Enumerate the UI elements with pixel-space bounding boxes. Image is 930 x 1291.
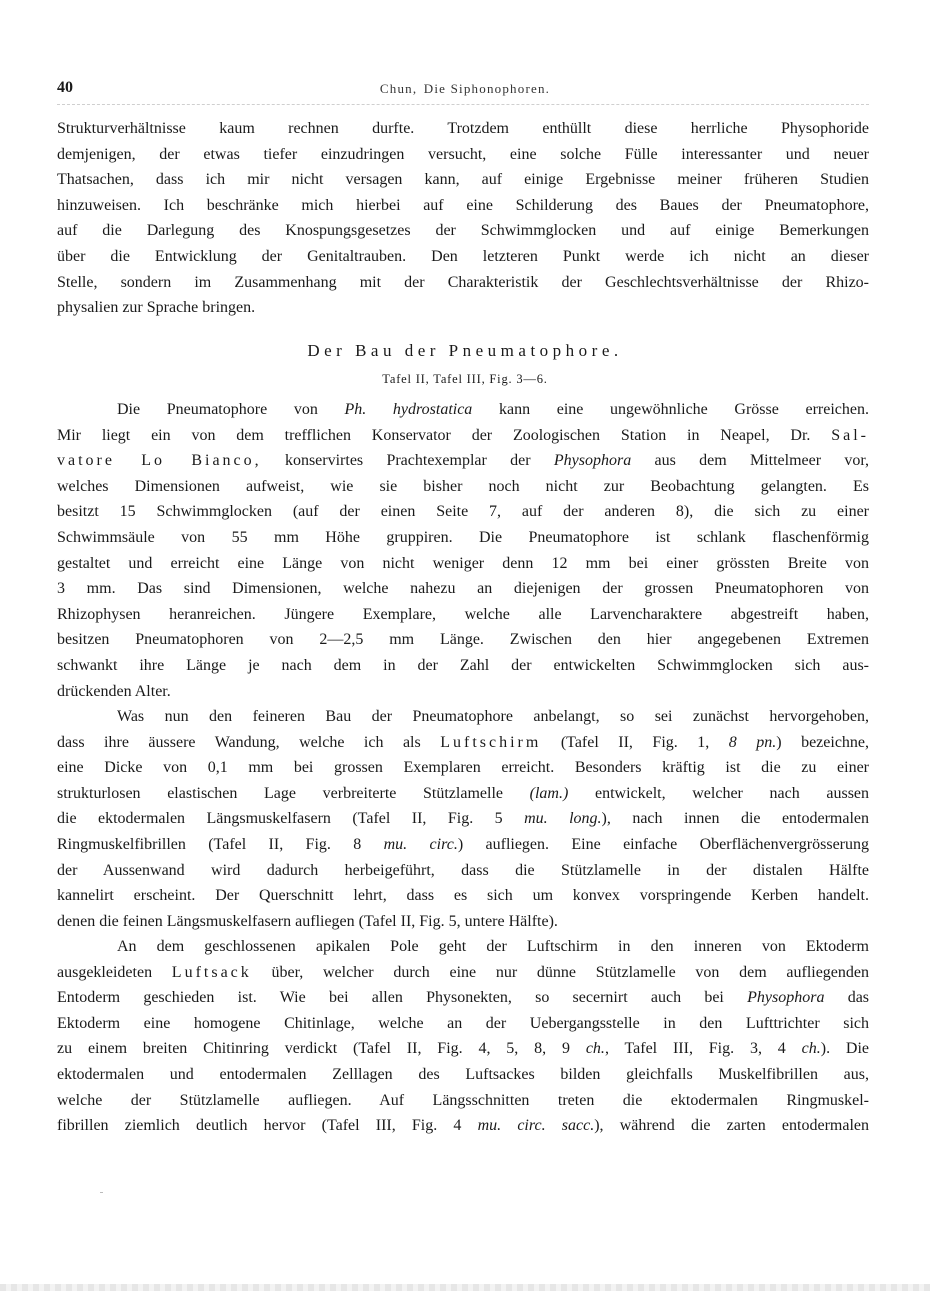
text-line: über die Entwicklung der Genitaltrauben. Den letzteren Punkt werde ich nicht an dieser [57, 247, 869, 265]
text-line: hinzuweisen. Ich beschränke mich hierbei auf eine Schilderung des Baues der Pneumatophore, [57, 196, 869, 214]
text-line: der Aussenwand wird dadurch herbeigeführt, dass die Stützlamelle in der distalen Hälfte [57, 861, 869, 879]
species-name: Ph. hydrostatica [344, 401, 473, 418]
text-line: kannelirt erscheint. Der Querschnitt lehrt, dass es sich um konvex vorspringende Kerben handelt. [57, 887, 869, 905]
text-line: physalien zur Sprache bringen. [57, 299, 256, 317]
text-line: Entoderm geschieden ist. Wie bei allen Physonekten, so secernirt auch bei Physophora das [57, 989, 870, 1007]
text-line: demjenigen, der etwas tiefer einzudringen versucht, eine solche Fülle interessanter und neuer [57, 145, 869, 163]
text-line: denen die feinen Längsmuskelfasern aufliegen (Tafel II, Fig. 5, untere Hälfte). [57, 912, 558, 930]
text-line: strukturlosen elastischen Lage verbreiterte Stützlamelle (lam.) entwickelt, welcher nach aussen [57, 784, 870, 802]
text-line: besitzen Pneumatophoren von 2—2,5 mm Länge. Zwischen den hier angegebenen Extremen [57, 631, 869, 649]
text-line: eine Dicke von 0,1 mm bei grossen Exemplaren erreicht. Besonders kräftig ist die zu einer [57, 759, 869, 777]
text-line: Mir liegt ein von dem trefflichen Konservator der Zoologischen Station in Neapel, Dr. Sal- [57, 426, 870, 444]
text-line: ektodermalen und entodermalen Zelllagen des Luftsackes bilden gleichfalls Muskelfibrillen aus, [57, 1065, 869, 1083]
text-line: Schwimmsäule von 55 mm Höhe gruppiren. Die Pneumatophore ist schlank flaschenförmig [57, 528, 869, 546]
text-line: Thatsachen, dass ich mir nicht versagen kann, auf einige Ergebnisse meiner früheren Studien [57, 171, 869, 189]
text-line: Ektoderm eine homogene Chitinlage, welche an der Uebergangsstelle in den Lufttrichter sich [57, 1014, 869, 1032]
section-subtitle: Tafel II, Tafel III, Fig. 3—6. [382, 372, 548, 386]
section-title: Der Bau der Pneumatophore. [307, 341, 623, 360]
intro-paragraph [57, 116, 869, 321]
text-line: Die Pneumatophore von Ph. hydrostatica kann eine ungewöhnliche Grösse erreichen. [117, 401, 870, 418]
term-luftschirm: Luftschirm [440, 733, 542, 751]
text-line: drückenden Alter. [57, 682, 171, 700]
text-line: Stelle, sondern im Zusammenhang mit der Charakteristik der Geschlechtsverhältnisse der Rhizo- [57, 273, 869, 291]
genus-name: Physophora [747, 989, 825, 1007]
running-head-title: Die Siphonophoren. [423, 81, 551, 96]
text-line: dass ihre äussere Wandung, welche ich als Luftschirm (Tafel II, Fig. 1, 8 pn.) bezeichne, [57, 733, 870, 751]
text-line: die ektodermalen Längsmuskelfasern (Tafel II, Fig. 5 mu. long.), nach innen die entodermalen [57, 810, 870, 828]
text-line: schwankt ihre Länge je nach dem in der Zahl der entwickelten Schwimmglocken sich aus- [57, 656, 869, 674]
text-line: gestaltet und erreicht eine Länge von nicht weniger denn 12 mm bei einer grössten Breite von [57, 554, 869, 572]
text-line: welche der Stützlamelle aufliegen. Auf Längsschnitten treten die ektodermalen Ringmuskel- [57, 1091, 869, 1109]
scan-speck [100, 1192, 103, 1193]
text-line: Rhizophysen heranreichen. Jüngere Exemplare, welche alle Larvencharaktere abgestreift haben, [57, 605, 869, 623]
text-line: auf die Darlegung des Knospungsgesetzes der Schwimmglocken und auf einige Bemerkungen [57, 222, 869, 240]
genus-name: Physophora [553, 452, 632, 470]
text-line: An dem geschlossenen apikalen Pole geht der Luftschirm in den inneren von Ektoderm [117, 938, 869, 955]
text-line: ausgekleideten Luftsack über, welcher durch eine nur dünne Stützlamelle von dem aufliegenden [57, 963, 870, 981]
term-luftsack: Luftsack [171, 963, 252, 981]
text-line: Ringmuskelfibrillen (Tafel II, Fig. 8 mu. circ.) aufliegen. Eine einfache Oberflächenvergrösserung [57, 835, 870, 853]
scan-bottom-edge [0, 1284, 930, 1291]
text-line: besitzt 15 Schwimmglocken (auf der einen Seite 7, auf der anderen 8), die sich zu einer [57, 503, 869, 521]
text-line: 3 mm. Das sind Dimensionen, welche nahezu an diejenigen der grossen Pneumatophoren von [57, 580, 869, 598]
page-number: 40 [57, 79, 73, 96]
text-line: zu einem breiten Chitinring verdickt (Tafel II, Fig. 4, 5, 8, 9 ch., Tafel III, Fig. 3, 4 ch.). Die [57, 1040, 870, 1058]
paragraph-luftsack [57, 934, 869, 1139]
paragraph-pneumatophore-size [57, 397, 869, 704]
running-head [0, 81, 930, 97]
running-head-author: Chun, [379, 81, 418, 96]
person-name: vatore Lo Bianco, [57, 452, 262, 470]
text-line: Strukturverhältnisse kaum rechnen durfte. Trotzdem enthüllt diese herrliche Physophoride [57, 120, 869, 137]
text-line: Was nun den feineren Bau der Pneumatophore anbelangt, so sei zunächst hervorgehoben, [117, 708, 869, 725]
header-rule [57, 104, 869, 105]
text-line: welches Dimensionen aufweist, wie sie bisher noch nicht zur Beobachtung gelangten. Es [57, 477, 869, 495]
paragraph-luftschirm [57, 704, 869, 934]
text-line: fibrillen ziemlich deutlich hervor (Tafel III, Fig. 4 mu. circ. sacc.), während die zarten entodermalen [57, 1117, 869, 1135]
text-line: vatore Lo Bianco, konservirtes Prachtexemplar der Physophora aus dem Mittelmeer vor, [57, 452, 870, 470]
